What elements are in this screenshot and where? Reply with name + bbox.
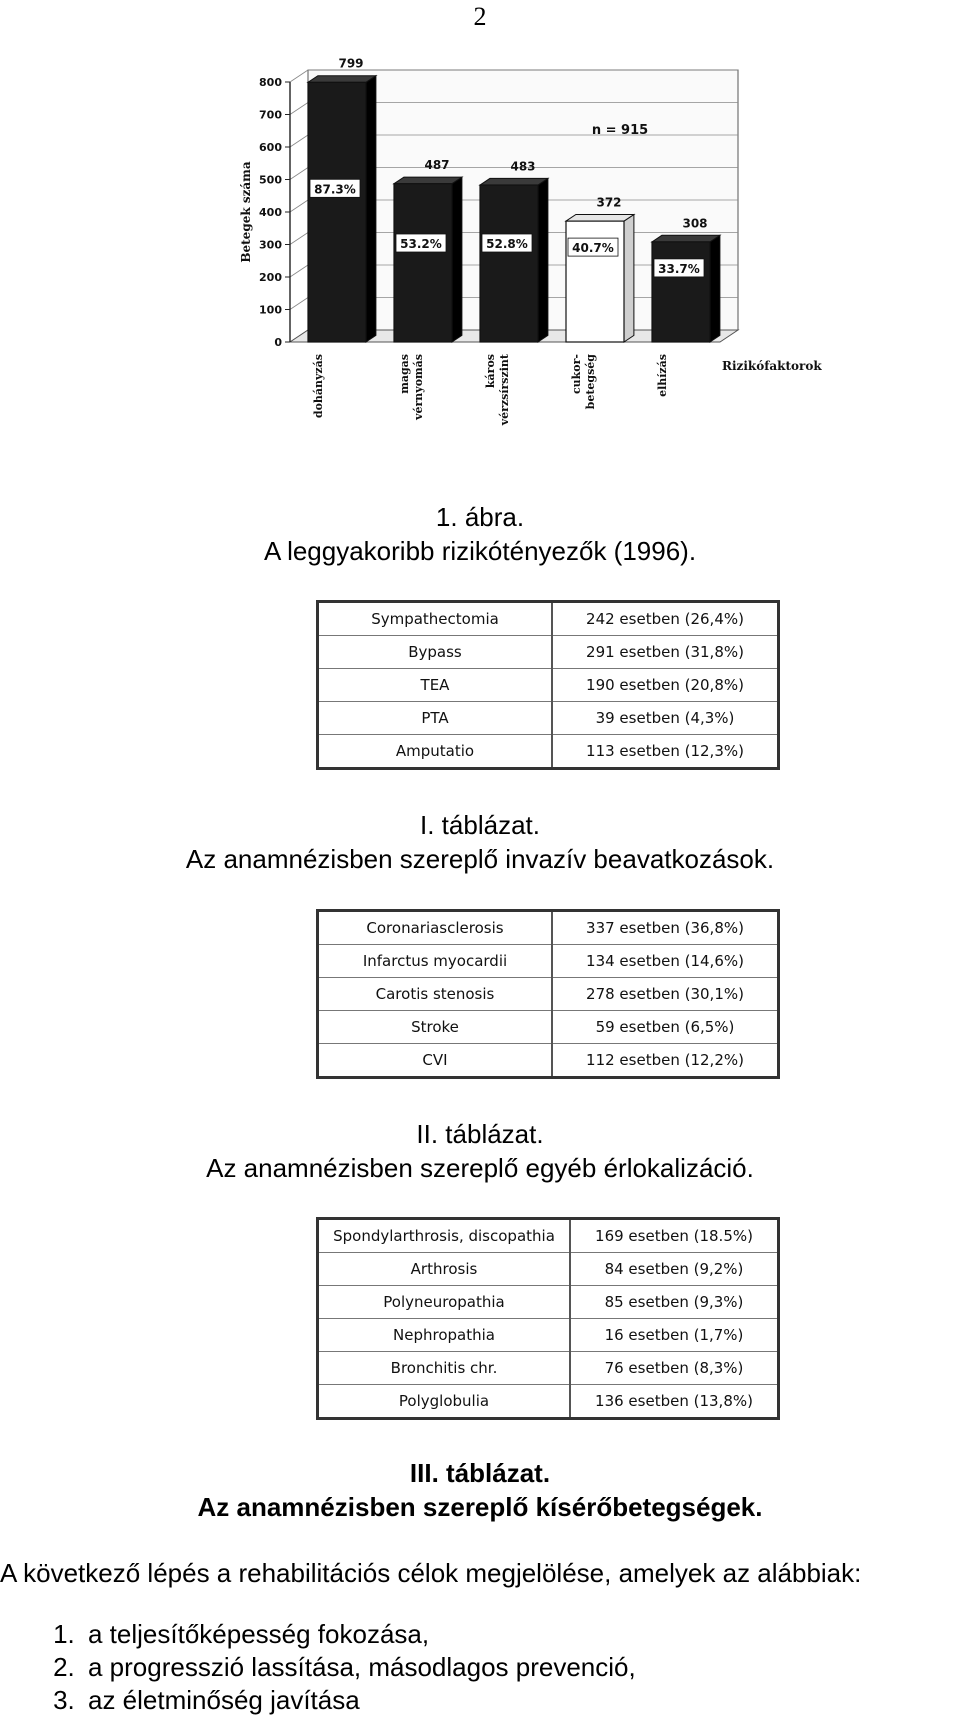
table3-value-cell: 16 esetben (1,7%) (570, 1319, 779, 1352)
table1-label-cell: Amputatio (318, 735, 553, 769)
table-row (318, 1011, 779, 1044)
x-category-label: vérzsírszint (498, 354, 511, 426)
table1-value-cell: 190 esetben (20,8%) (552, 669, 779, 702)
table-row (318, 1286, 779, 1319)
sample-size-annotation: n = 915 (591, 123, 649, 138)
table1-value-cell: 39 esetben (4,3%) (552, 702, 779, 735)
body-paragraph: A következő lépés a rehabilitációs célok megjelölése, amelyek az alábbiak: (0, 1558, 862, 1588)
table3-label-cell: Polyglobulia (318, 1385, 571, 1419)
table2-caption-number: II. táblázat. (416, 1119, 544, 1149)
table3-value-cell: 84 esetben (9,2%) (570, 1253, 779, 1286)
table3-caption (0, 1456, 960, 1524)
bar-top (566, 215, 634, 222)
table1-label-cell: TEA (318, 669, 553, 702)
table2-label-cell: Carotis stenosis (318, 978, 553, 1011)
table-row (318, 669, 779, 702)
x-category-label: elhízás (656, 354, 669, 397)
table3-label-cell: Arthrosis (318, 1253, 571, 1286)
gridline-side (290, 168, 308, 180)
rehabilitation-goals-list (0, 1618, 636, 1717)
bar (394, 184, 452, 342)
gridline-side (290, 233, 308, 245)
bar-side (624, 215, 634, 343)
gridline-side (290, 265, 308, 277)
bar-percent-label: 40.7% (572, 241, 614, 256)
table-row (318, 945, 779, 978)
table1-label-cell: Bypass (318, 636, 553, 669)
table-row (318, 1385, 779, 1419)
table3-label-cell: Nephropathia (318, 1319, 571, 1352)
table-row (318, 735, 779, 769)
bar (652, 242, 710, 342)
bar-side (366, 76, 376, 342)
table-row (318, 1319, 779, 1352)
gridline-side (290, 298, 308, 310)
table2-value-cell: 134 esetben (14,6%) (552, 945, 779, 978)
bar-percent-label: 87.3% (314, 182, 356, 197)
gridline-side (290, 200, 308, 212)
y-tick-label: 700 (259, 108, 282, 122)
table-row (318, 702, 779, 735)
y-tick-label: 0 (274, 336, 282, 349)
bar-side (452, 177, 462, 342)
table3-value-cell: 136 esetben (13,8%) (595, 1392, 753, 1410)
list-item: 1. a teljesítőképesség fokozása, (82, 1618, 636, 1651)
table1-caption-title: Az anamnézisben szereplő invazív beavatkozások. (185, 844, 775, 874)
table2-value-cell: 278 esetben (30,1%) (552, 978, 779, 1011)
table3-label-cell: Polyneuropathia (318, 1286, 571, 1319)
table3-caption-title: Az anamnézisben szereplő kísérőbetegségek. (197, 1492, 763, 1522)
table1-caption (0, 808, 960, 876)
table3-caption-number: III. táblázat. (409, 1458, 551, 1488)
table2-value-cell: 59 esetben (6,5%) (552, 1011, 779, 1044)
table2-caption (0, 1117, 960, 1185)
bar-percent-label: 53.2% (400, 237, 442, 251)
bar-top (480, 178, 548, 185)
bar-percent-label: 33.7% (658, 261, 700, 276)
table1-value-cell: 242 esetben (26,4%) (552, 602, 779, 636)
table-row (318, 978, 779, 1011)
table1-label-cell: PTA (318, 702, 553, 735)
table1-caption-number: I. táblázat. (420, 810, 540, 840)
bar-value-label: 308 (682, 216, 708, 231)
y-tick-label: 300 (259, 238, 282, 252)
y-tick-label: 800 (259, 76, 282, 89)
table-row (318, 1044, 779, 1078)
figure-caption (0, 500, 960, 568)
table1-label-cell: Sympathectomia (318, 602, 553, 636)
page-number: 2 (473, 2, 487, 31)
table2-label-cell: Coronariasclerosis (318, 911, 553, 945)
table3-value-cell: 85 esetben (9,3%) (570, 1286, 779, 1319)
y-tick-label: 100 (259, 303, 282, 317)
y-tick-label: 500 (259, 173, 282, 187)
x-category-label: dohányzás (312, 354, 325, 419)
table1-value-cell: 113 esetben (12,3%) (586, 742, 744, 760)
table-row (318, 1352, 779, 1385)
list-item: 3. az életminőség javítása (82, 1684, 636, 1717)
bar-percent-label: 52.8% (486, 237, 528, 251)
y-tick-label: 400 (259, 206, 282, 219)
x-category-label: magas (398, 354, 411, 394)
table1-value-cell: 291 esetben (31,8%) (552, 636, 779, 669)
bar-value-label: 483 (510, 159, 536, 174)
table3-value-cell: 169 esetben (18.5%) (570, 1219, 779, 1253)
table-other-vascular-localization (316, 909, 780, 1079)
gridline-side (290, 103, 308, 115)
table-row (318, 636, 779, 669)
table2-label-cell: Stroke (318, 1011, 553, 1044)
table2-caption-title: Az anamnézisben szereplő egyéb érlokalizáció. (206, 1153, 754, 1183)
bar-top (652, 235, 720, 242)
bar-value-label: 372 (596, 195, 622, 210)
table3-label-cell: Spondylarthrosis, discopathia (318, 1219, 571, 1253)
x-axis-label: Rizikófaktorok (722, 359, 822, 373)
table-row (318, 602, 779, 636)
list-item: 2. a progresszió lassítása, másodlagos prevenció, (82, 1651, 636, 1684)
bar-side (538, 178, 548, 342)
table2-value-cell: 337 esetben (36,8%) (552, 911, 779, 945)
bar-value-label: 799 (338, 56, 364, 71)
table-row (318, 911, 779, 945)
gridline-side (290, 70, 308, 82)
bar (480, 185, 538, 342)
x-category-label: vérnyomás (412, 354, 425, 420)
x-category-label: betegség (584, 354, 597, 410)
table3-label-cell: Bronchitis chr. (318, 1352, 571, 1385)
x-category-label: cukor- (570, 354, 583, 395)
gridline-side (290, 135, 308, 147)
bar (308, 82, 366, 342)
risk-factor-bar-chart (239, 56, 840, 470)
x-category-label: káros (484, 354, 497, 389)
bar-value-label: 487 (424, 158, 450, 173)
figure-caption-title: A leggyakoribb rizikótényezők (1996). (263, 536, 697, 566)
bar-top (308, 76, 376, 83)
table-invasive-procedures (316, 600, 780, 770)
bar-top (394, 177, 462, 184)
table2-label-cell: Infarctus myocardii (318, 945, 553, 978)
table-row (318, 1253, 779, 1286)
y-tick-label: 600 (259, 141, 282, 154)
y-axis-label: Betegek száma (239, 161, 253, 263)
table-comorbidities (316, 1217, 780, 1420)
table2-label-cell: CVI (318, 1044, 553, 1078)
y-tick-label: 200 (259, 271, 282, 284)
table2-value-cell: 112 esetben (12,2%) (586, 1051, 744, 1069)
table3-value-cell: 76 esetben (8,3%) (570, 1352, 779, 1385)
figure-caption-number: 1. ábra. (435, 502, 525, 532)
bar-side (710, 235, 720, 342)
table-row (318, 1219, 779, 1253)
